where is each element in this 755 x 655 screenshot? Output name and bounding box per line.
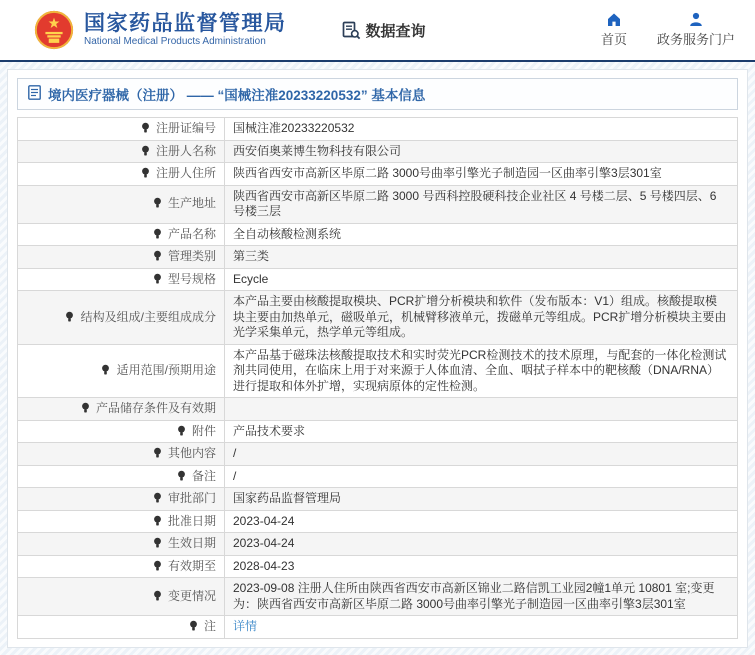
row-label: 审批部门 <box>167 491 216 505</box>
table-row <box>18 118 738 141</box>
table-row <box>18 140 738 163</box>
note-icon <box>140 167 151 179</box>
row-label: 批准日期 <box>167 513 216 528</box>
person-icon <box>688 12 704 27</box>
table-row <box>18 488 738 511</box>
data-query-tab[interactable] <box>342 20 426 41</box>
breadcrumb-text: 境内医疗器械（注册） —— “国械注准20233220532” 基本信息 <box>48 88 426 103</box>
table-row <box>18 533 738 556</box>
note-icon <box>152 560 163 572</box>
nmpa-emblem-logo <box>33 9 75 51</box>
row-value <box>225 398 738 421</box>
brand-text <box>84 12 287 48</box>
table-row <box>18 291 738 345</box>
note-icon <box>152 273 163 285</box>
row-value: 本产品主要由核酸提取模块、PCR扩增分析模块和软件（发布版本：V1）组成。核酸提取模块主要由加热单元，磁吸单元，机械臂移液单元，拨磁单元等组成。PCR扩增分析模块主要由光学采集单元，热学单元等组成。 <box>225 291 738 345</box>
row-value: 2028-04-23 <box>225 555 738 578</box>
row-value: 2023-04-24 <box>225 510 738 533</box>
row-value: Ecycle <box>225 268 738 291</box>
row-value: 2023-09-08 注册人住所由陕西省西安市高新区锦业二路信凯工业园2幢1单元 10801 室;变更为：陕西省西安市高新区毕原二路 3000号曲率引擎光子制造园一区曲率引擎3层301室 <box>225 578 738 616</box>
row-value: 西安佰奥莱博生物科技有限公司 <box>225 140 738 163</box>
row-label: 附件 <box>191 423 216 438</box>
note-icon <box>152 228 163 240</box>
table-row <box>18 344 738 398</box>
info-table <box>17 117 738 639</box>
note-icon <box>152 537 163 549</box>
note-icon <box>100 364 111 376</box>
row-label: 其他内容 <box>167 446 216 460</box>
row-value: 国家药品监督管理局 <box>225 488 738 511</box>
nav-portal[interactable] <box>657 12 735 48</box>
brand <box>33 9 287 51</box>
table-row <box>18 246 738 269</box>
note-icon <box>152 492 163 504</box>
top-nav <box>601 12 735 48</box>
table-row <box>18 185 738 223</box>
row-label: 结构及组成/主要组成成分 <box>80 309 216 324</box>
row-label: 适用范围/预期用途 <box>116 363 216 377</box>
table-row <box>18 616 738 639</box>
row-label: 注册人名称 <box>155 143 216 158</box>
row-label: 注册证编号 <box>155 121 216 135</box>
table-row <box>18 163 738 186</box>
note-icon <box>80 402 91 414</box>
row-value: 本产品基于磁珠法核酸提取技术和实时荧光PCR检测技术的技术原理，与配套的一体化检测试剂共同使用，在临床上用于对来源于人体血清、全血、咽拭子样本中的靶核酸（DNA/RNA）进行提取和体外扩增，实现病原体的定性检测。 <box>225 344 738 398</box>
note-icon <box>64 311 75 323</box>
note-icon <box>152 515 163 527</box>
row-label: 变更情况 <box>167 588 216 603</box>
row-label: 注 <box>203 619 216 633</box>
data-query-label: 数据查询 <box>365 22 426 40</box>
note-icon <box>152 590 163 602</box>
table-row <box>18 578 738 616</box>
row-value: 第三类 <box>225 246 738 269</box>
row-label: 备注 <box>191 468 216 483</box>
row-value: / <box>225 443 738 466</box>
note-icon <box>140 122 151 134</box>
row-value: 2023-04-24 <box>225 533 738 556</box>
info-table-body <box>18 118 738 639</box>
row-value: 国械注准20233220532 <box>225 118 738 141</box>
content-card <box>7 69 748 648</box>
site-header <box>0 0 755 60</box>
note-icon <box>152 447 163 459</box>
table-row <box>18 223 738 246</box>
table-row <box>18 510 738 533</box>
row-value: 陕西省西安市高新区毕原二路 3000 号西科控股硬科技企业社区 4 号楼二层、5 号楼四层、6 号楼三层 <box>225 185 738 223</box>
site-subtitle: National Medical Products Administration <box>84 36 266 47</box>
row-label: 有效期至 <box>167 558 216 573</box>
nav-home-label: 首页 <box>600 32 627 47</box>
note-icon <box>152 250 163 262</box>
row-value: / <box>225 465 738 488</box>
row-label: 产品储存条件及有效期 <box>95 401 216 415</box>
row-value: 产品技术要求 <box>225 420 738 443</box>
table-row <box>18 555 738 578</box>
detail-link[interactable]: 详情 <box>233 619 258 633</box>
row-label: 注册人住所 <box>155 166 216 180</box>
table-row <box>18 398 738 421</box>
table-row <box>18 268 738 291</box>
nav-home[interactable] <box>601 12 627 48</box>
note-icon <box>176 470 187 482</box>
note-icon <box>176 425 187 437</box>
table-row <box>18 443 738 466</box>
document-icon <box>28 85 41 103</box>
content-area <box>0 62 755 655</box>
home-icon <box>606 12 622 27</box>
row-label: 生效日期 <box>167 536 216 550</box>
table-row <box>18 465 738 488</box>
data-query-icon <box>342 21 361 40</box>
row-value: 陕西省西安市高新区毕原二路 3000号曲率引擎光子制造园一区曲率引擎3层301室 <box>225 163 738 186</box>
nav-portal-label: 政务服务门户 <box>656 32 735 47</box>
note-icon <box>140 145 151 157</box>
note-icon <box>152 197 163 209</box>
row-label: 产品名称 <box>167 226 216 241</box>
site-title: 国家药品监督管理局 <box>84 12 287 35</box>
row-label: 型号规格 <box>167 271 216 286</box>
row-label: 管理类别 <box>167 249 216 263</box>
table-row <box>18 420 738 443</box>
note-icon <box>188 620 199 632</box>
row-label: 生产地址 <box>167 196 216 211</box>
breadcrumb <box>17 78 738 110</box>
row-value: 全自动核酸检测系统 <box>225 223 738 246</box>
